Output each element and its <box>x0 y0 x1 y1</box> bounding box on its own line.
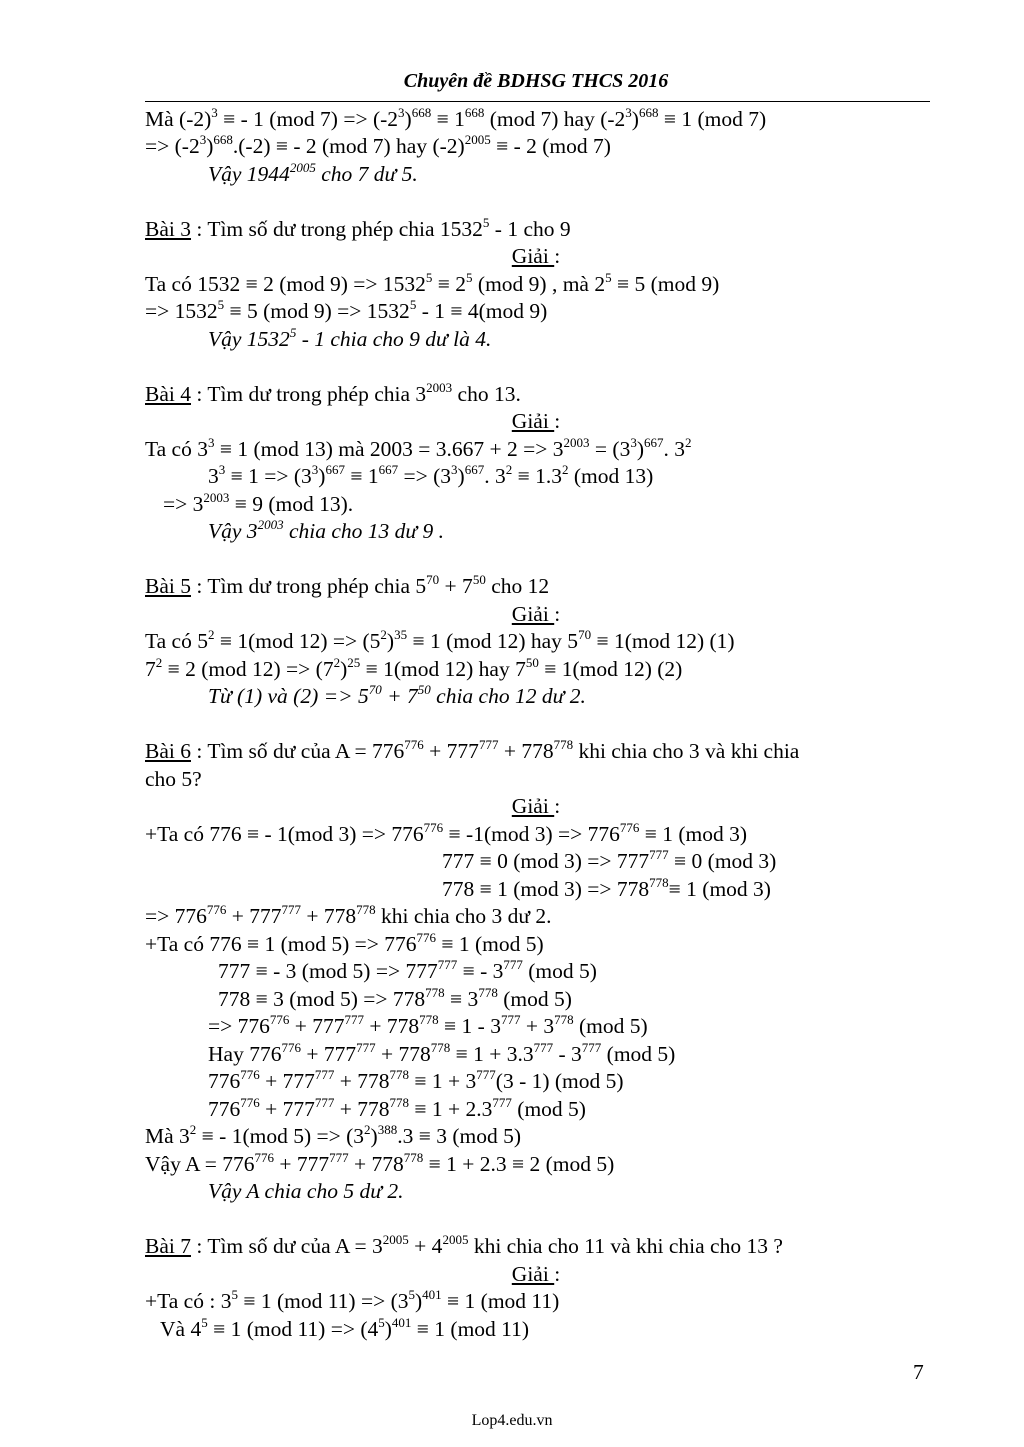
exponent: 777 <box>500 1012 521 1027</box>
text-line: +Ta có 776 ≡ 1 (mod $5) => 776^{776} \equiv 1$ (mod 5) <box>145 930 544 956</box>
exponent: 50 <box>417 682 431 697</box>
exponent: 778 <box>356 902 376 917</box>
page-number: 7 <box>913 1360 924 1384</box>
header-rule <box>145 101 930 102</box>
exponent: 2 <box>155 655 163 670</box>
exponent: 777 <box>478 737 499 752</box>
problem-3-title: Bài 3 : Tìm số dư trong phép chia 1532$^5$ - 1 cho 9 <box>145 215 571 241</box>
exponent: 778 <box>478 985 498 1000</box>
exponent: 401 <box>391 1315 412 1330</box>
footer-site: Lop4.edu.vn <box>471 1412 553 1429</box>
exponent: 5 <box>217 297 225 312</box>
solution-label: Giải <box>511 794 555 818</box>
problem-label: Bài 3 <box>145 217 191 241</box>
exponent: 668 <box>411 105 432 120</box>
text-line: $7^2 \equiv 2$ (mod $12) => (7^2)^{25} \equiv 1(mod$ 12) hay $7^{50} \equiv 1(mod$ 12) (2) <box>145 655 683 681</box>
exponent: 3 <box>199 132 207 147</box>
solution-heading: Giải : <box>511 409 561 433</box>
exponent: 777 <box>314 1095 335 1110</box>
exponent: 778 <box>425 985 445 1000</box>
solution-heading: Giải : <box>511 602 561 626</box>
conclusion-line: Vậy A chia cho 5 dư 2. <box>208 1179 404 1203</box>
exponent: 70 <box>368 682 382 697</box>
text-line: Hay $776^{776} + 777^{777} + 778^{778} \equiv 1 + 3.3^{777} - 3^{777}$ (mod 5) <box>208 1040 676 1066</box>
exponent: 776 <box>416 930 437 945</box>
text-line: Ta có 1532 ≡ 2 (mod $9) => 1532^5 \equiv 2^5$ (mod 9) , mà $2^5 \equiv 5$ (mod 9) <box>145 270 720 296</box>
exponent: 2005 <box>464 132 491 147</box>
exponent: 25 <box>347 655 361 670</box>
exponent: 777 <box>281 902 302 917</box>
text-line: Và $4^5 \equiv 1$ (mod $11) => (4^5)^{401} \equiv 1$ (mod 11) <box>160 1315 530 1341</box>
exponent: 778 <box>554 1012 574 1027</box>
exponent: 777 <box>492 1095 512 1110</box>
exponent: 667 <box>464 462 485 477</box>
exponent: 3 <box>630 435 637 450</box>
conclusion-line: Từ (1) và $(2) => 5^{70} + 7^{50}$ chia cho 12 dư 2. <box>208 682 586 708</box>
problem-7-title: Bài 7 : Tìm số dư của $A = 3^{2005} + 4^{2005}$ khi chia cho 11 và khi chia cho 13 ? <box>145 1232 783 1258</box>
problem-4-title: Bài 4 : Tìm dư trong phép chia $3^{2003}$ cho 13. <box>145 380 521 406</box>
exponent: 5 <box>408 1287 415 1302</box>
exponent: 2 <box>333 655 341 670</box>
exponent: 777 <box>581 1040 602 1055</box>
exponent: 777 <box>329 1150 349 1165</box>
problem-6-title-cont: cho 5? <box>145 767 202 791</box>
exponent: 2003 <box>563 435 590 450</box>
exponent: 777 <box>476 1067 496 1082</box>
exponent: 668 <box>213 132 233 147</box>
exponent: 777 <box>503 957 523 972</box>
exponent: 50 <box>525 655 539 670</box>
problem-label: Bài 4 <box>145 382 191 406</box>
exponent: 776 <box>254 1150 274 1165</box>
text-line: 777 ≡ - 3 (mod $5) => 777^{777}$ ≡ - $3^{777}$ (mod 5) <box>218 957 597 983</box>
exponent: 777 <box>649 847 669 862</box>
exponent: 3 <box>451 462 458 477</box>
exponent: 668 <box>638 105 659 120</box>
exponent: 2003 <box>426 380 453 395</box>
solution-label: Giải <box>511 1262 555 1286</box>
text-line: => $(-2^3)^{668}.(-2)$ ≡ - 2 (mod 7) hay $(-2)^{2005}$ ≡ - 2 (mod 7) <box>145 132 611 158</box>
exponent: 776 <box>240 1067 260 1082</box>
solution-label: Giải <box>511 244 555 268</box>
text-line: => $776^{776} + 777^{777} + 778^{778}$ khi chia cho 3 dư 2. <box>145 902 552 928</box>
exponent: 777 <box>356 1040 376 1055</box>
text-line: => $1532^5 \equiv 5$ (mod $9) => 1532^5 - 1 \equiv 4(mod$ 9) <box>145 297 548 323</box>
exponent: 50 <box>472 572 486 587</box>
exponent: 667 <box>325 462 345 477</box>
exponent: 5 <box>289 325 297 340</box>
exponent: 2005 <box>442 1232 469 1247</box>
exponent: 777 <box>314 1067 335 1082</box>
text-line: => $3^{2003} \equiv 9$ (mod 13). <box>163 490 354 516</box>
exponent: 3 <box>398 105 405 120</box>
solution-label: Giải <box>511 602 555 626</box>
exponent: 667 <box>378 462 399 477</box>
exponent: 776 <box>240 1095 260 1110</box>
exponent: 5 <box>425 270 433 285</box>
exponent: 2003 <box>203 490 230 505</box>
problem-5-title: Bài 5 : Tìm dư trong phép chia $5^{70} + 7^{50}$ cho 12 <box>145 572 550 598</box>
solution-heading: Giải : <box>511 1262 561 1286</box>
exponent: 776 <box>619 820 640 835</box>
exponent: 2 <box>189 1122 197 1137</box>
exponent: 2005 <box>382 1232 409 1247</box>
exponent: 778 <box>430 1040 451 1055</box>
exponent: 778 <box>403 1150 424 1165</box>
exponent: 5 <box>466 270 473 285</box>
running-header: Chuyên đề BDHSG THCS 2016 <box>403 70 669 92</box>
exponent: 778 <box>389 1095 410 1110</box>
exponent: 776 <box>404 737 424 752</box>
exponent: 667 <box>644 435 664 450</box>
text-line: +Ta có 776 ≡ - 1(mod $3) => 776^{776} \equiv -1(mod$ $3) => 776^{776} \equiv 1$ (mod 3) <box>145 820 748 846</box>
exponent: 778 <box>389 1067 410 1082</box>
problem-label: Bài 7 <box>145 1234 191 1258</box>
text-line: Mà $(-2)^3$ ≡ - 1 (mod $7) => (-2^3)^{668} \equiv 1^{668}$ (mod 7) hay $(-2^3)^{668} \equiv 1$ (mod 7) <box>145 105 767 131</box>
exponent: 777 <box>344 1012 365 1027</box>
solution-heading: Giải : <box>511 244 561 268</box>
text-line: Ta có $3^3 \equiv 1$ (mod 13) mà $2003 = 3.667 + 2 => 3^{2003} = (3^3)^{667}$. $3^2$ <box>145 435 692 461</box>
exponent: 3 <box>218 462 226 477</box>
exponent: 776 <box>269 1012 290 1027</box>
conclusion-line: Vậy $1944^{2005}$ cho 7 dư 5. <box>208 160 418 186</box>
exponent: 777 <box>533 1040 554 1055</box>
exponent: 777 <box>437 957 458 972</box>
exponent: 70 <box>578 627 592 642</box>
exponent: 778 <box>553 737 574 752</box>
exponent: 401 <box>422 1287 442 1302</box>
problem-label: Bài 5 <box>145 574 191 598</box>
exponent: 2003 <box>257 517 284 532</box>
solution-heading: Giải : <box>511 794 561 818</box>
exponent: 3 <box>311 462 319 477</box>
exponent: 2 <box>380 627 387 642</box>
problem-6-title: Bài 6 : Tìm số dư của $A = 776^{776} + 777^{777} + 778^{778}$ khi chia cho 3 và khi chia <box>145 737 800 763</box>
text-line: 778 ≡ 1 (mod $3) => 778^{778}\equiv 1$ (mod 3) <box>442 875 771 901</box>
exponent: 2005 <box>289 160 316 175</box>
exponent: 388 <box>377 1122 398 1137</box>
text-line: $776^{776} + 777^{777} + 778^{778} \equiv 1 + 3^{777}(3 - 1)$ (mod 5) <box>208 1067 624 1093</box>
solution-label: Giải <box>511 409 555 433</box>
exponent: 776 <box>423 820 444 835</box>
exponent: 5 <box>605 270 612 285</box>
exponent: 5 <box>482 215 490 230</box>
text-line: Ta có $5^2 \equiv 1(mod$ $12) => (5^2)^{35} \equiv 1$ (mod 12) hay $5^{70} \equiv 1(mod$ 12) (1) <box>145 627 735 653</box>
exponent: 776 <box>281 1040 301 1055</box>
exponent: 778 <box>649 875 669 890</box>
problem-label: Bài 6 <box>145 739 191 763</box>
exponent: 5 <box>201 1315 208 1330</box>
exponent: 2 <box>561 462 569 477</box>
exponent: 5 <box>409 297 417 312</box>
text-line: $776^{776} + 777^{777} + 778^{778} \equiv 1 + 2.3^{777}$ (mod 5) <box>208 1095 586 1121</box>
exponent: 778 <box>419 1012 439 1027</box>
text-line: 778 ≡ 3 (mod $5) => 778^{778} \equiv 3^{778}$ (mod 5) <box>218 985 572 1011</box>
exponent: 2 <box>505 462 513 477</box>
exponent: 2 <box>207 627 215 642</box>
exponent: 70 <box>426 572 440 587</box>
conclusion-line: Vậy 1532$^5$ - 1 chia cho 9 dư là 4. <box>208 325 492 351</box>
exponent: 3 <box>207 435 215 450</box>
exponent: 776 <box>206 902 227 917</box>
conclusion-line: Vậy $3^{2003}$ chia cho 13 dư 9 . <box>208 517 444 543</box>
text-line: Mà $3^2$ ≡ - 1(mod $5) => (3^2)^{388}.3 \equiv 3$ (mod 5) <box>145 1122 522 1148</box>
exponent: 3 <box>211 105 218 120</box>
exponent: 5 <box>378 1315 385 1330</box>
exponent: 668 <box>464 105 485 120</box>
exponent: 2 <box>364 1122 371 1137</box>
text-line: => $776^{776} + 777^{777} + 778^{778} \equiv 1 - 3^{777} + 3^{778}$ (mod 5) <box>208 1012 648 1038</box>
exponent: 35 <box>394 627 408 642</box>
text-line: +Ta có : $3^5 \equiv 1$ (mod $11) => (3^5)^{401} \equiv 1$ (mod 11) <box>145 1287 560 1313</box>
exponent: 3 <box>625 105 632 120</box>
exponent: 2 <box>685 435 692 450</box>
text-line: 777 ≡ 0 (mod $3) => 777^{777} \equiv 0$ (mod 3) <box>442 847 777 873</box>
text-line: Vậy $A = 776^{776} + 777^{777} + 778^{778} \equiv 1 + 2.3 \equiv 2$ (mod 5) <box>145 1150 615 1176</box>
exponent: 5 <box>231 1287 238 1302</box>
text-line: $3^3 \equiv 1 => (3^3)^{667} \equiv 1^{667} => (3^3)^{667}$. $3^2 \equiv 1.3^2$ (mod 13) <box>208 462 654 488</box>
